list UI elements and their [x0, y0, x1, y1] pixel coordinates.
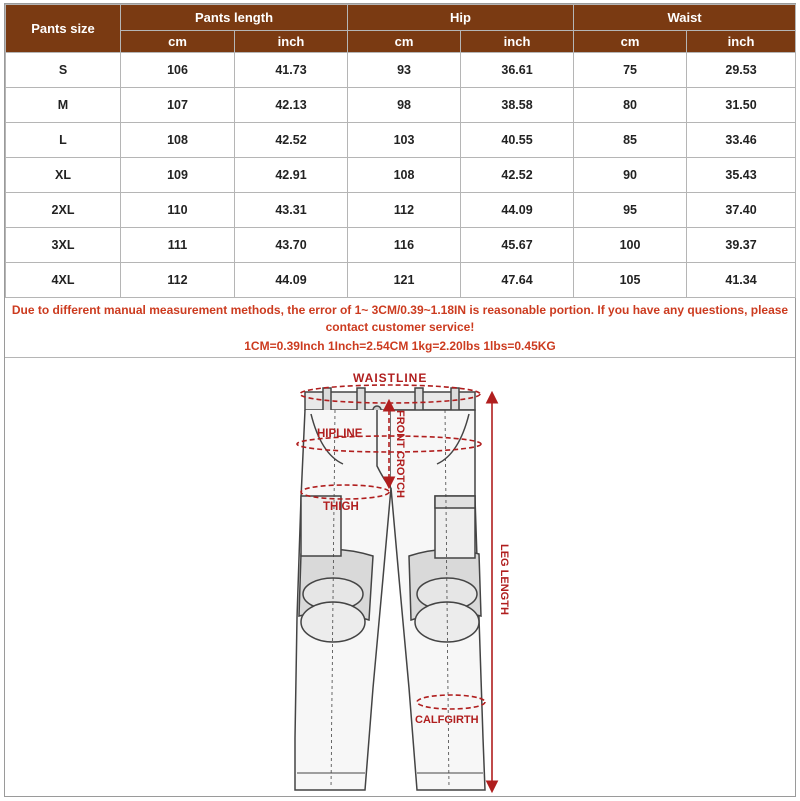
value-cell: 45.67 — [461, 228, 574, 263]
group-header-hip: Hip — [348, 5, 574, 31]
value-cell: 42.91 — [235, 158, 348, 193]
value-cell: 103 — [348, 123, 461, 158]
value-cell: 93 — [348, 53, 461, 88]
value-cell: 38.58 — [461, 88, 574, 123]
thigh-label: THIGH — [323, 501, 359, 513]
unit-header: inch — [235, 31, 348, 53]
value-cell: 112 — [121, 263, 235, 298]
value-cell: 43.31 — [235, 193, 348, 228]
value-cell: 111 — [121, 228, 235, 263]
table-row — [6, 123, 796, 158]
value-cell: 41.34 — [687, 263, 796, 298]
note-text: Due to different manual measurement methods, the error of 1~ 3CM/0.39~1.18IN is reasonable portion. If you have any questions, please contact customer service! — [11, 303, 789, 334]
pants-illustration — [5, 358, 795, 796]
value-cell: 42.52 — [235, 123, 348, 158]
table-row — [6, 228, 796, 263]
value-cell: 100 — [574, 228, 687, 263]
unit-header: cm — [574, 31, 687, 53]
value-cell: 106 — [121, 53, 235, 88]
value-cell: 75 — [574, 53, 687, 88]
value-cell: 108 — [121, 123, 235, 158]
value-cell: 36.61 — [461, 53, 574, 88]
value-cell: 116 — [348, 228, 461, 263]
table-row — [6, 158, 796, 193]
value-cell: 98 — [348, 88, 461, 123]
unit-header: inch — [687, 31, 796, 53]
size-cell: L — [6, 123, 121, 158]
value-cell: 44.09 — [461, 193, 574, 228]
value-cell: 80 — [574, 88, 687, 123]
leg-length-label: LEG LENGTH — [498, 544, 510, 615]
size-cell: XL — [6, 158, 121, 193]
table-row — [6, 193, 796, 228]
value-cell: 35.43 — [687, 158, 796, 193]
size-table — [5, 4, 796, 298]
value-cell: 40.55 — [461, 123, 574, 158]
size-cell: 3XL — [6, 228, 121, 263]
unit-header: cm — [348, 31, 461, 53]
size-cell: 2XL — [6, 193, 121, 228]
value-cell: 107 — [121, 88, 235, 123]
value-cell: 39.37 — [687, 228, 796, 263]
value-cell: 43.70 — [235, 228, 348, 263]
value-cell: 109 — [121, 158, 235, 193]
value-cell: 42.52 — [461, 158, 574, 193]
value-cell: 29.53 — [687, 53, 796, 88]
value-cell: 47.64 — [461, 263, 574, 298]
size-cell: M — [6, 88, 121, 123]
value-cell: 44.09 — [235, 263, 348, 298]
unit-header: inch — [461, 31, 574, 53]
value-cell: 95 — [574, 193, 687, 228]
value-cell: 33.46 — [687, 123, 796, 158]
value-cell: 90 — [574, 158, 687, 193]
value-cell: 105 — [574, 263, 687, 298]
value-cell: 108 — [348, 158, 461, 193]
measurement-note — [5, 298, 795, 358]
group-header-waist: Waist — [574, 5, 796, 31]
hipline-label: HIPLINE — [317, 428, 363, 440]
table-row — [6, 263, 796, 298]
size-column-header: Pants size — [6, 5, 121, 53]
value-cell: 85 — [574, 123, 687, 158]
value-cell: 110 — [121, 193, 235, 228]
calfgirth-label: CALFGIRTH — [415, 714, 479, 726]
value-cell: 37.40 — [687, 193, 796, 228]
pants-measurement-diagram — [5, 358, 795, 796]
value-cell: 42.13 — [235, 88, 348, 123]
conversion-text: 1CM=0.39Inch 1Inch=2.54CM 1kg=2.20lbs 1lbs=0.45KG — [244, 339, 556, 353]
group-header-pants-length: Pants length — [121, 5, 348, 31]
value-cell: 112 — [348, 193, 461, 228]
table-row — [6, 53, 796, 88]
pants-outline — [295, 388, 485, 790]
front-crotch-label: FRONT CROTCH — [394, 410, 406, 498]
unit-header: cm — [121, 31, 235, 53]
size-cell: 4XL — [6, 263, 121, 298]
waistline-label: WAISTLINE — [353, 371, 428, 385]
value-cell: 31.50 — [687, 88, 796, 123]
value-cell: 41.73 — [235, 53, 348, 88]
size-cell: S — [6, 53, 121, 88]
table-row — [6, 88, 796, 123]
size-chart-sheet — [4, 3, 796, 797]
value-cell: 121 — [348, 263, 461, 298]
